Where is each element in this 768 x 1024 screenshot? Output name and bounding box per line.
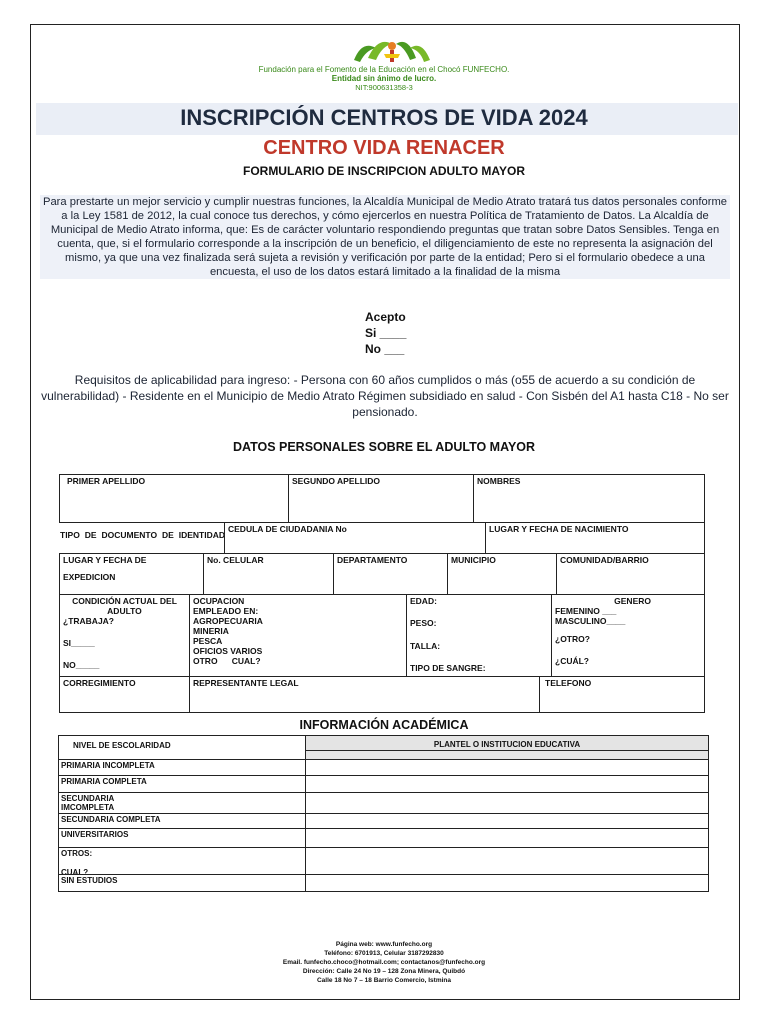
talla-label: TALLA: [410, 641, 441, 651]
oficios-option[interactable]: OFICIOS VARIOS [193, 646, 263, 656]
condicion-label-1: CONDICIÓN ACTUAL DEL [72, 596, 177, 606]
otro-genero-option[interactable]: ¿OTRO? [555, 634, 590, 644]
personal-section-heading: DATOS PERSONALES SOBRE EL ADULTO MAYOR [232, 440, 536, 454]
nivel-row-label: OTROS: [61, 849, 93, 858]
municipio-field[interactable] [447, 553, 557, 595]
nivel-row-label: SIN ESTUDIOS [61, 876, 118, 885]
telefono-label: TELEFONO [545, 678, 592, 688]
nivel-row[interactable] [58, 759, 306, 776]
nombres-label: NOMBRES [477, 476, 521, 486]
representante-label: REPRESENTANTE LEGAL [193, 678, 299, 688]
ocupacion-label: OCUPACION [193, 596, 245, 606]
celular-label: No. CELULAR [207, 555, 264, 565]
form-title: FORMULARIO DE INSCRIPCION ADULTO MAYOR [242, 164, 525, 178]
nivel-row[interactable] [58, 828, 306, 848]
segundo-apellido-label: SEGUNDO APELLIDO [292, 476, 380, 486]
trabaja-label: ¿TRABAJA? [63, 616, 114, 626]
plantel-header: PLANTEL O INSTITUCION EDUCATIVA [305, 735, 709, 751]
nivel-row[interactable] [58, 874, 306, 892]
empleado-label: EMPLEADO EN: [193, 606, 259, 616]
plantel-row-input[interactable] [305, 759, 709, 776]
org-nit: NIT:900631358-3 [355, 83, 413, 92]
genero-label: GENERO [614, 596, 651, 606]
accept-label: Acepto [365, 310, 406, 324]
medidas-field[interactable] [406, 594, 552, 677]
primer-apellido-field[interactable] [59, 474, 289, 523]
trabaja-no[interactable]: NO_____ [63, 660, 100, 670]
page-title: INSCRIPCIÓN CENTROS DE VIDA 2024 [180, 105, 588, 130]
peso-label: PESO: [410, 618, 437, 628]
comunidad-field[interactable] [556, 553, 705, 595]
footer-address-1: Dirección: Calle 24 No 19 – 128 Zona Minera, Quibdó [302, 968, 466, 975]
nivel-escolaridad-header: NIVEL DE ESCOLARIDAD [58, 735, 306, 760]
telefono-field[interactable] [539, 676, 705, 713]
cual-genero-label: ¿CUÁL? [555, 656, 589, 666]
representante-field[interactable] [189, 676, 540, 713]
nivel-row-label: SECUNDARIA COMPLETA [61, 815, 161, 824]
nivel-row[interactable] [58, 775, 306, 793]
plantel-row-input[interactable] [305, 874, 709, 892]
org-name: Fundación para el Fomento de la Educación en el Chocó FUNFECHO. [258, 65, 510, 74]
nivel-row[interactable] [58, 847, 306, 875]
lugar-nacimiento-field[interactable] [485, 522, 705, 554]
ocupacion-field[interactable] [189, 594, 407, 677]
genero-field[interactable] [551, 594, 705, 677]
trabaja-si[interactable]: SI_____ [63, 638, 95, 648]
plantel-row-input[interactable] [305, 847, 709, 875]
accept-no[interactable]: No ___ [365, 342, 405, 356]
celular-field[interactable] [203, 553, 334, 595]
condicion-field[interactable] [59, 594, 190, 677]
center-name: CENTRO VIDA RENACER [263, 137, 505, 159]
corregimiento-field[interactable] [59, 676, 190, 713]
plantel-row-input[interactable] [305, 813, 709, 829]
mineria-option[interactable]: MINERIA [193, 626, 229, 636]
departamento-field[interactable] [333, 553, 448, 595]
lugar-expedicion-field[interactable] [59, 553, 204, 595]
masculino-option[interactable]: MASCULINO____ [555, 616, 626, 626]
nivel-row-label: UNIVERSITARIOS [61, 830, 129, 839]
corregimiento-label: CORREGIMIENTO [63, 678, 136, 688]
departamento-label: DEPARTAMENTO [337, 555, 408, 565]
segundo-apellido-field[interactable] [288, 474, 474, 523]
privacy-notice: Para prestarte un mejor servicio y cumplir nuestras funciones, la Alcaldía Municipal de Medio Atrato tratará tus datos personales conforme a la Ley 1581 de 2012, la cual conoce tus derechos, y cómo ejercerlos en nuestra Política de Tratamiento de Datos. La Alcaldía de Municipal de Medio Atrato informa, que: Es de carácter voluntario respondiendo preguntas que tratan sobre Datos Sensibles. Tenga en cuenta, que, si el formulario corresponde a la inscripción de un beneficio, el diligenciamiento de este no representa la asignación del mismo, ya que una vez finalizada será sujeta a revisión y verificación por parte de la entidad; Pero si el formulario obedece a una encuesta, el uso de los datos estará limitado a la finalidad de la misma [40, 195, 730, 279]
nivel-row-label: PRIMARIA COMPLETA [61, 777, 147, 786]
cedula-label: CEDULA DE CIUDADANIA No [228, 524, 347, 534]
comunidad-label: COMUNIDAD/BARRIO [560, 555, 649, 565]
academic-section-heading: INFORMACIÓN ACADÉMICA [299, 718, 469, 732]
nivel-row-label: CUAL? [61, 868, 89, 877]
plantel-row-input[interactable] [305, 775, 709, 793]
tipo-documento-label: TIPO DE DOCUMENTO DE IDENTIDAD [60, 530, 225, 540]
edad-label: EDAD: [410, 596, 437, 606]
footer-web: Página web: www.funfecho.org [335, 941, 433, 948]
primer-apellido-label: PRIMER APELLIDO [67, 476, 146, 486]
nivel-row[interactable] [58, 792, 306, 814]
accept-yes[interactable]: Si ____ [365, 326, 407, 340]
agropecuaria-option[interactable]: AGROPECUARIA [193, 616, 263, 626]
condicion-label-2: ADULTO [107, 606, 142, 616]
plantel-row-input[interactable] [305, 792, 709, 814]
nivel-row-label: SECUNDARIA IMCOMPLETA [61, 794, 115, 812]
lugar-nacimiento-label: LUGAR Y FECHA DE NACIMIENTO [489, 524, 629, 534]
lugar-expedicion-label-1: LUGAR Y FECHA DE [63, 555, 147, 565]
femenino-option[interactable]: FEMENINO ___ [555, 606, 617, 616]
org-tagline: Entidad sin ánimo de lucro. [331, 74, 437, 83]
pesca-option[interactable]: PESCA [193, 636, 223, 646]
plantel-row-input[interactable] [305, 828, 709, 848]
lugar-expedicion-label-2: EXPEDICION [63, 572, 116, 582]
footer-phone: Teléfono: 6701913, Celular 3187292830 [324, 950, 444, 957]
nivel-row-label: PRIMARIA INCOMPLETA [61, 761, 155, 770]
funfecho-logo [350, 36, 434, 66]
municipio-label: MUNICIPIO [451, 555, 496, 565]
nivel-row[interactable] [58, 813, 306, 829]
footer-address-2: Calle 18 No 7 – 18 Barrio Comercio, Istmina [316, 977, 452, 984]
requirements-text: Requisitos de aplicabilidad para ingreso: - Persona con 60 años cumplidos o más (o55 de acuerdo a su condición de vulnerabilidad) - Residente en el Municipio de Medio Atrato Régimen subsidiado en salud - Con Sisbén del A1 hasta C18 - No ser pensionado. [41, 373, 729, 419]
tipo-sangre-label: TIPO DE SANGRE: [410, 663, 486, 673]
otro-cual-option[interactable]: OTRO CUAL? [193, 656, 261, 666]
nombres-field[interactable] [473, 474, 705, 523]
cedula-field[interactable] [224, 522, 486, 554]
footer-email: Email. funfecho.choco@hotmail.com; contactanos@funfecho.org [282, 959, 486, 966]
